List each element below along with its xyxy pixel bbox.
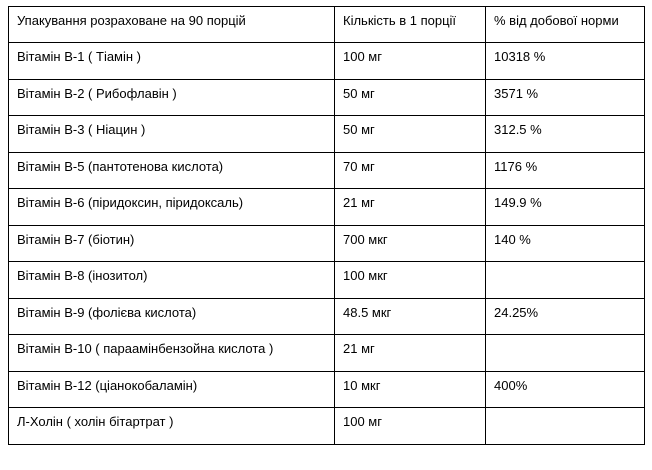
nutrient-amount: 10 мкг [335,371,486,408]
nutrient-daily-value: 24.25% [486,298,645,335]
nutrient-amount: 50 мг [335,116,486,153]
nutrient-name: Л-Холін ( холін бітартрат ) [9,408,335,445]
table-row [9,262,645,299]
nutrient-name: Вітамін В-3 ( Ніацин ) [9,116,335,153]
nutrient-amount: 21 мг [335,335,486,372]
table-row [9,116,645,153]
nutrient-daily-value [486,408,645,445]
table-row [9,189,645,226]
table-row [9,43,645,80]
table-row [9,225,645,262]
table-row [9,371,645,408]
nutrient-name: Вітамін В-7 (біотин) [9,225,335,262]
nutrient-amount: 48.5 мкг [335,298,486,335]
nutrient-name: Вітамін В-10 ( параамінбензойна кислота ) [9,335,335,372]
nutrient-name: Вітамін В-9 (фолієва кислота) [9,298,335,335]
nutrient-name: Вітамін В-6 (піридоксин, піридоксаль) [9,189,335,226]
nutrient-amount: 21 мг [335,189,486,226]
nutrition-table [8,6,645,445]
nutrient-name: Вітамін В-12 (ціанокобаламін) [9,371,335,408]
nutrient-daily-value: 149.9 % [486,189,645,226]
header-daily-value: % від добової норми [486,7,645,43]
nutrient-daily-value [486,335,645,372]
nutrient-amount: 50 мг [335,79,486,116]
table-row [9,79,645,116]
nutrient-daily-value: 140 % [486,225,645,262]
table-row [9,152,645,189]
table-row [9,408,645,445]
nutrient-amount: 70 мг [335,152,486,189]
nutrient-name: Вітамін В-8 (інозитол) [9,262,335,299]
table-row [9,335,645,372]
nutrient-amount: 100 мкг [335,262,486,299]
nutrient-amount: 100 мг [335,43,486,80]
table-header-row [9,7,645,43]
nutrient-daily-value: 312.5 % [486,116,645,153]
nutrient-daily-value: 3571 % [486,79,645,116]
header-servings: Упакування розраховане на 90 порцій [9,7,335,43]
nutrient-amount: 700 мкг [335,225,486,262]
nutrient-daily-value: 10318 % [486,43,645,80]
nutrient-name: Вітамін В-1 ( Тіамін ) [9,43,335,80]
table-row [9,298,645,335]
nutrient-daily-value: 400% [486,371,645,408]
nutrient-amount: 100 мг [335,408,486,445]
nutrient-daily-value [486,262,645,299]
header-amount-per-serving: Кількість в 1 порції [335,7,486,43]
nutrient-name: Вітамін В-5 (пантотенова кислота) [9,152,335,189]
nutrient-name: Вітамін В-2 ( Рибофлавін ) [9,79,335,116]
nutrient-daily-value: 1176 % [486,152,645,189]
